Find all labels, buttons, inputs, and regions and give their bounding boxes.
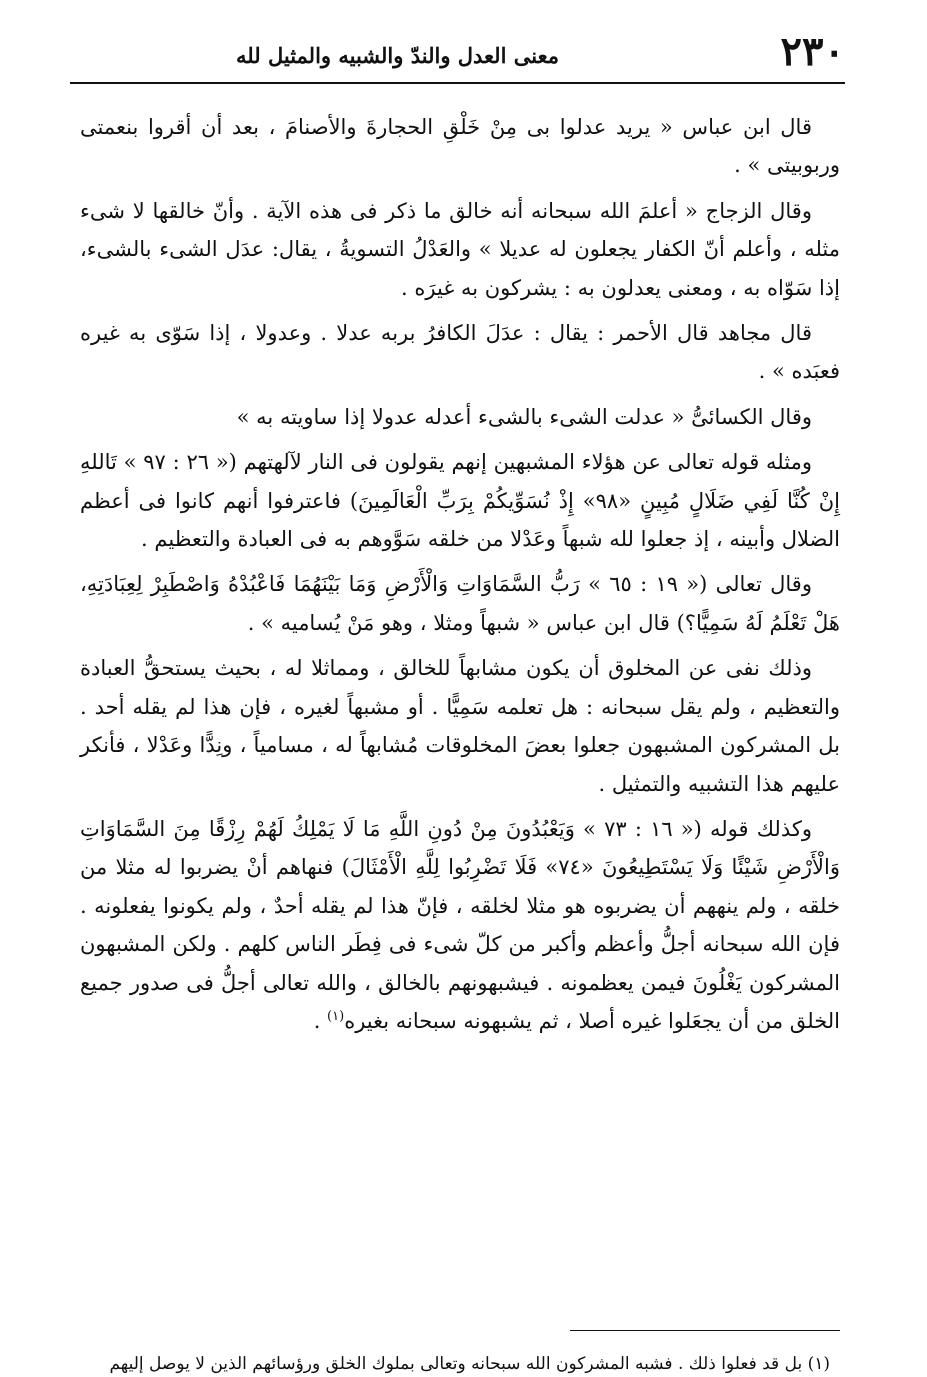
paragraph-ibn-abbas: قال ابن عباس « يريد عدلوا بى مِنْ خَلْقِ الحجارةَ والأصنامَ ، بعد أن أقروا بنعمتى وربوبيتى » . xyxy=(80,115,840,178)
page-number: ٢٣٠ xyxy=(780,28,845,75)
header-rule xyxy=(70,82,845,84)
paragraph-zajjaj: وقال الزجاج « أعلمَ الله سبحانه أنه خالق ما ذكر فى هذه الآية . وأنّ خالقها لا شىء مثله ، وأعلم أنّ الكفار يجعلون له عديلا » والعَدْلُ التسويةُ ، يقال: عدَل الشىء بالشىء، إذا سَوّاه به ، ومعنى يعدلون به : يشركون به غيرَه . xyxy=(80,198,840,300)
paragraph-amthal: وكذلك قوله (« ١٦ : ٧٣ » وَيَعْبُدُونَ مِنْ دُونِ اللَّهِ مَا لَا يَمْلِكُ لَهُمْ رِزْقًا مِنَ السَّمَاوَاتِ وَالْأَرْضِ شَيْئًا وَلَا يَسْتَطِيعُونَ «٧٤» فَلَا تَضْرِبُوا لِلَّهِ الْأَمْثَالَ) فنهاهم أنْ يضربوا له مثلا من خلقه ، ولم ينههم أن يضربوه هو مثلا لخلقه ، فإنّ هذا لم يقله أحدٌ ، ولم يكونوا يفعلونه . فإن الله سبحانه أجلُّ وأعظم وأكبر من كلّ شىء فى فِطَر الناس كلهم . ولكن المشبهون المشركون يَغْلُونَ فيمن يعظمونه . فيشبهونهم بالخالق ، والله تعالى أجلُّ فى صدور جميع الخلق من أن يجعَلوا غيره أصلا ، ثم يشبهونه سبحانه بغيره$^{(١)}$ . xyxy=(80,816,840,1033)
body-text xyxy=(80,108,840,1047)
footnote: (١) بل قد فعلوا ذلك . فشبه المشركون الله سبحانه وتعالى بملوك الخلق ورؤسائهم الذين لا يوصل إليهم xyxy=(109,1354,830,1374)
paragraph-mushabbihin: ومثله قوله تعالى عن هؤلاء المشبهين إنهم يقولون فى النار لآلهتهم (« ٢٦ : ٩٧ » تَاللهِ إِنْ كُنَّا لَفِي ضَلَالٍ مُبِينٍ «٩٨» إِذْ نُسَوِّيكُمْ بِرَبِّ الْعَالَمِينَ) فاعترفوا أنهم كانوا فى أعظم الضلال وأبينه ، إذ جعلوا لله شبهاً وعَدْلا من خلقه سَوَّوهم به فى العبادة والتعظيم . xyxy=(80,450,840,552)
paragraph-amthal-text: وكذلك قوله (« ١٦ : ٧٣ » وَيَعْبُدُونَ مِنْ دُونِ اللَّهِ مَا لَا يَمْلِكُ لَهُمْ رِزْقًا مِنَ السَّمَاوَاتِ وَالْأَرْضِ شَيْئًا وَلَا يَسْتَطِيعُونَ «٧٤» فَلَا تَضْرِبُوا لِلَّهِ الْأَمْثَالَ) فنهاهم أنْ يضربوا له مثلا من خلقه ، ولم ينههم أن يضربوه هو مثلا لخلقه ، فإنّ هذا لم يقله أحدٌ ، ولم يكونوا يفعلونه . فإن الله سبحانه أجلُّ وأعظم وأكبر من كلّ شىء فى فِطَر الناس كلهم . ولكن المشبهون المشركون يَغْلُونَ فيمن يعظمونه . فيشبهونهم بالخالق ، والله تعالى أجلُّ فى صدور جميع الخلق من أن يجعَلوا غيره أصلا ، ثم يشبهونه سبحانه بغيره xyxy=(80,816,840,1033)
paragraph-nafy: وذلك نفى عن المخلوق أن يكون مشابهاً للخالق ، ومماثلا له ، بحيث يستحقُّ العبادة والتعظيم ، ولم يقل سبحانه : هل تعلمه سَمِيًّا . أو مشبهاً لغيره ، فإن هذا لم يقله أحد . بل المشركون المشبهون جعلوا بعضَ المخلوقات مُشابهاً له ، مسامياً ، ونِدًّا وعَدْلا ، فأنكر عليهم هذا التشبيه والتمثيل . xyxy=(80,656,840,796)
running-title: معنى العدل والندّ والشبيه والمثيل لله xyxy=(236,43,559,68)
paragraph-mujahid: قال مجاهد قال الأحمر : يقال : عدَلَ الكافرُ بربه عدلا . وعدولا ، إذا سَوّى به غيره فعبَده » . xyxy=(80,321,840,384)
footnote-reference[interactable]: (١) xyxy=(327,1008,345,1024)
footnote-rule xyxy=(570,1330,840,1331)
paragraph-kisai: وقال الكسائىُّ « عدلت الشىء بالشىء أعدله عدولا إذا ساويته به » xyxy=(236,404,812,429)
page-header xyxy=(70,30,845,78)
paragraph-samiyya: وقال تعالى (« ١٩ : ٦٥ » رَبُّ السَّمَاوَاتِ وَالْأَرْضِ وَمَا بَيْنَهُمَا فَاعْبُدْهُ وَاصْطَبِرْ لِعِبَادَتِهِ، هَلْ تَعْلَمُ لَهُ سَمِيًّا؟) قال ابن عباس « شبهاً ومثلا ، وهو مَنْ يُساميه » . xyxy=(80,572,840,635)
